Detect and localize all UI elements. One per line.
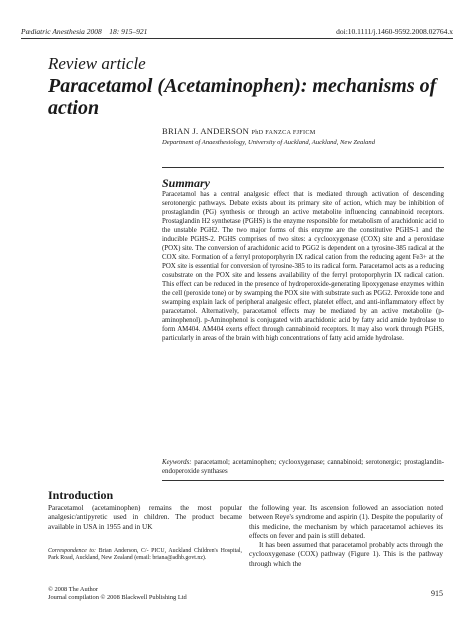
- correspondence-text: Brian Anderson, C/- PICU, Auckland Children's Hospital, Park Road, Auckland, New Zealand (email: briana@adhb.govt.nz).: [48, 548, 242, 562]
- page-number: 915: [431, 589, 443, 598]
- summary-rule-bottom: [162, 480, 444, 481]
- intro-right-column: [249, 504, 443, 569]
- doi: doi:10.1111/j.1460-9592.2008.02764.x: [336, 27, 453, 36]
- author-affiliation: Department of Anaesthesiology, University of Auckland, Auckland, New Zealand: [162, 139, 375, 146]
- summary-heading: Summary: [162, 176, 211, 190]
- author-name: BRIAN J. ANDERSON: [162, 126, 250, 136]
- running-header: [21, 27, 453, 36]
- correspondence-note: [48, 548, 242, 563]
- intro-right-paragraph: It has been assumed that paracetamol probably acts through the cyclooxygenase (COX) pathway (Figure 1). This is the pathway through which the: [249, 541, 443, 568]
- article-type: Review article: [48, 54, 146, 73]
- summary-rule-top: [162, 167, 444, 168]
- article-title: Paracetamol (Acetaminophen): mechanisms of action: [48, 75, 437, 119]
- author-line: [162, 126, 316, 136]
- header-rule: [21, 38, 453, 39]
- copyright-line: © 2008 The Author: [48, 586, 99, 593]
- footer-copyright: [48, 586, 187, 602]
- keywords-label: Keywords:: [162, 459, 192, 466]
- journal-volume: 18: 915–921: [109, 27, 148, 36]
- keywords: [162, 458, 444, 477]
- journal-name: Pædiatric Anesthesia 2008: [21, 27, 102, 36]
- intro-right-paragraph: the following year. Its ascension followed an association noted between Reye's syndrome and aspirin (1). Despite the popularity of this medicine, the mechanism by which paracetamol achieves its effects on fever and pain is still debated.: [249, 504, 443, 540]
- summary-text: Paracetamol has a central analgesic effect that is mediated through activation of descending serotonergic pathways. Debate exists about its primary site of action, which may be inhibition of prostaglandin (PG) synthesis or through an active metabolite influencing cannabinoid receptors. Prostaglandin H2 synthetase (PGHS) is the enzyme responsible for metabolism of arachidonic acid to the unstable PGH2. The two major forms of this enzyme are the constitutive PGHS-1 and the inducible PGHS-2. PGHS comprises of two sites: a cyclooxygenase (COX) site and a peroxidase (POX) site. The conversion of arachidonic acid to PGG2 is dependent on a tyrosine-385 radical at the COX site. Formation of a ferryl protoporphyrin IX radical cation from the reducing agent Fe3+ at the POX site is essential for conversion of tyrosine-385 to its radical form. Paracetamol acts as a reducing cosubstrate on the POX site and lessens availability of the ferryl protoporphyrin IX radical cation. This effect can be reduced in the presence of hydroperoxide-generating lipoxygenase enzymes within the cell (peroxide tone) or by swamping the POX site with substrate such as PGG2. Peroxide tone and swamping explain lack of peripheral analgesic effect, platelet effect, and anti-inflammatory effect by paracetamol. Alternatively, paracetamol effects may be mediated by an active metabolite (p-aminophenol). p-Aminophenol is conjugated with arachidonic acid by fatty acid amide hydrolase to form AM404. AM404 exerts effect through cannabinoid receptors. It may also work through PGHS, particularly in areas of the brain with high concentrations of fatty acid amide hydrolase.: [162, 191, 444, 342]
- compilation-line: Journal compilation © 2008 Blackwell Publishing Ltd: [48, 593, 187, 601]
- keywords-text: paracetamol; acetaminophen; cyclooxygenase; cannabinoid; serotonergic; prostaglandin-endoperoxide synthases: [162, 459, 444, 476]
- author-degrees: PhD FANZCA FJFICM: [251, 129, 316, 136]
- introduction-heading: Introduction: [48, 488, 114, 502]
- intro-left-paragraph: Paracetamol (acetaminophen) remains the most popular analgesic/antipyretic used in children. The product became available in USA in 1955 and in UK: [48, 504, 242, 531]
- correspondence-label: Correspondence to:: [48, 548, 96, 554]
